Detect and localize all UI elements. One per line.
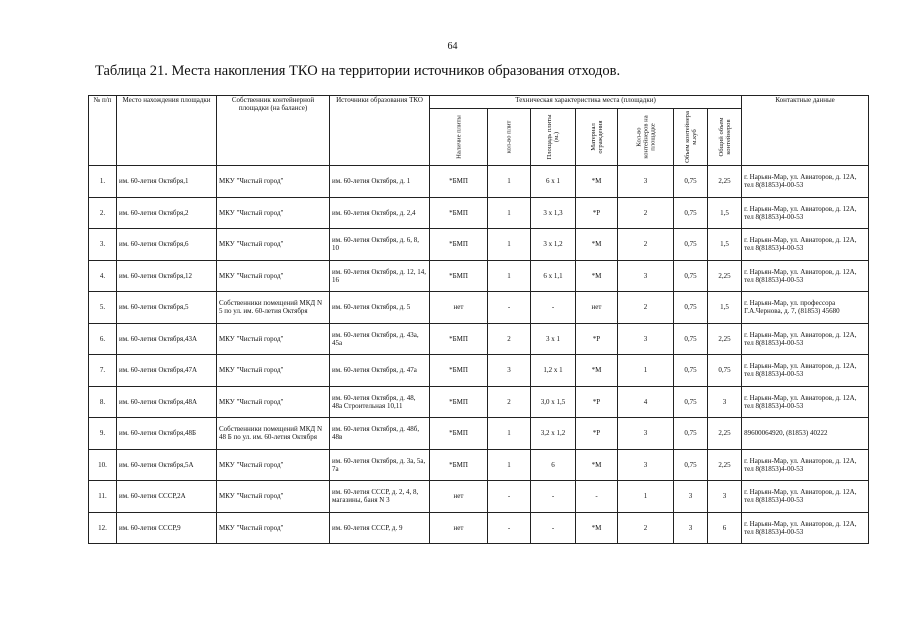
fence-cell: - (576, 481, 618, 513)
slab-count-cell: - (488, 292, 531, 324)
containers-cell: 2 (618, 292, 674, 324)
fence-cell: нет (576, 292, 618, 324)
slab-cell: *БМП (430, 449, 488, 481)
location-cell: им. 60-летия СССР,2А (117, 481, 217, 513)
sources-cell: им. 60-летия Октября, д. 47а (330, 355, 430, 387)
header-num: № п/п (89, 96, 117, 166)
table-row (89, 166, 869, 198)
slab-count-cell: - (488, 481, 531, 513)
fence-cell: *Р (576, 323, 618, 355)
total-volume-cell: 6 (708, 512, 742, 544)
containers-cell: 3 (618, 418, 674, 450)
location-cell: им. 60-летия Октября,48Б (117, 418, 217, 450)
containers-cell: 1 (618, 355, 674, 387)
row-number: 5. (89, 292, 117, 324)
area-cell: - (531, 292, 576, 324)
subheader-volume: Объем контейнера м.куб (674, 109, 708, 166)
contact-cell: г. Нарьян-Мар, ул. Авиаторов, д. 12А, тел 8(81853)4-00-53 (742, 197, 869, 229)
owner-cell: МКУ "Чистый город" (217, 260, 330, 292)
volume-cell: 0,75 (674, 260, 708, 292)
slab-cell: *БМП (430, 260, 488, 292)
owner-cell: МКУ "Чистый город" (217, 512, 330, 544)
fence-cell: *Р (576, 386, 618, 418)
total-volume-cell: 1,5 (708, 292, 742, 324)
owner-cell: Собственники помещений МКД N 5 по ул. им. 60-летия Октября (217, 292, 330, 324)
location-cell: им. 60-летия Октября,47А (117, 355, 217, 387)
header-sources: Источники образования ТКО (330, 96, 430, 166)
table-row (89, 449, 869, 481)
location-cell: им. 60-летия Октября,12 (117, 260, 217, 292)
slab-cell: *БМП (430, 355, 488, 387)
slab-count-cell: 2 (488, 323, 531, 355)
volume-cell: 0,75 (674, 449, 708, 481)
volume-cell: 0,75 (674, 197, 708, 229)
volume-cell: 0,75 (674, 166, 708, 198)
sources-cell: им. 60-летия Октября, д. 1 (330, 166, 430, 198)
row-number: 4. (89, 260, 117, 292)
row-number: 2. (89, 197, 117, 229)
fence-cell: *М (576, 260, 618, 292)
sources-cell: им. 60-летия Октября, д. 6, 8, 10 (330, 229, 430, 261)
fence-cell: *Р (576, 197, 618, 229)
sources-cell: им. 60-летия Октября, д. 12, 14, 16 (330, 260, 430, 292)
fence-cell: *М (576, 512, 618, 544)
total-volume-cell: 2,25 (708, 260, 742, 292)
area-cell: - (531, 481, 576, 513)
containers-cell: 3 (618, 166, 674, 198)
area-cell: - (531, 512, 576, 544)
location-cell: им. 60-летия Октября,5А (117, 449, 217, 481)
total-volume-cell: 2,25 (708, 323, 742, 355)
total-volume-cell: 1,5 (708, 229, 742, 261)
header-tech: Техническая характеристика места (площадки) (430, 96, 742, 109)
page-number: 64 (447, 41, 458, 52)
owner-cell: МКУ "Чистый город" (217, 355, 330, 387)
slab-cell: нет (430, 512, 488, 544)
header-location: Место нахождения площадки (117, 96, 217, 166)
slab-cell: *БМП (430, 386, 488, 418)
tko-table (88, 95, 869, 544)
row-number: 8. (89, 386, 117, 418)
table-row (89, 355, 869, 387)
owner-cell: МКУ "Чистый город" (217, 166, 330, 198)
table-row (89, 512, 869, 544)
location-cell: им. 60-летия Октября,5 (117, 292, 217, 324)
table-row (89, 292, 869, 324)
header-contacts: Контактные данные (742, 96, 869, 166)
subheader-total: Общий объем контейнеров (708, 109, 742, 166)
total-volume-cell: 3 (708, 481, 742, 513)
containers-cell: 1 (618, 481, 674, 513)
contact-cell: г. Нарьян-Мар, ул. Авиаторов, д. 12А, тел 8(81853)4-00-53 (742, 166, 869, 198)
area-cell: 3 x 1,2 (531, 229, 576, 261)
area-cell: 6 (531, 449, 576, 481)
subheader-area: Площадь плиты (м.) (531, 109, 576, 166)
volume-cell: 0,75 (674, 229, 708, 261)
containers-cell: 3 (618, 260, 674, 292)
volume-cell: 3 (674, 481, 708, 513)
slab-count-cell: 1 (488, 260, 531, 292)
volume-cell: 0,75 (674, 386, 708, 418)
slab-count-cell: 1 (488, 229, 531, 261)
sources-cell: им. 60-летия Октября, д. 48б, 48в (330, 418, 430, 450)
row-number: 6. (89, 323, 117, 355)
row-number: 7. (89, 355, 117, 387)
total-volume-cell: 0,75 (708, 355, 742, 387)
area-cell: 3,0 x 1,5 (531, 386, 576, 418)
header-owner: Собственник контейнерной площадки (на балансе) (217, 96, 330, 166)
slab-count-cell: 1 (488, 449, 531, 481)
contact-cell: г. Нарьян-Мар, ул. Авиаторов, д. 12А, тел 8(81853)4-00-53 (742, 355, 869, 387)
containers-cell: 2 (618, 512, 674, 544)
contact-cell: г. Нарьян-Мар, ул. Авиаторов, д. 12А, тел 8(81853)4-00-53 (742, 449, 869, 481)
location-cell: им. 60-летия Октября,43А (117, 323, 217, 355)
location-cell: им. 60-летия Октября,1 (117, 166, 217, 198)
total-volume-cell: 2,25 (708, 166, 742, 198)
row-number: 3. (89, 229, 117, 261)
row-number: 10. (89, 449, 117, 481)
volume-cell: 0,75 (674, 418, 708, 450)
table-body (89, 166, 869, 544)
table-title: Таблица 21. Места накопления ТКО на территории источников образования отходов. (95, 63, 621, 79)
slab-cell: нет (430, 292, 488, 324)
area-cell: 3 x 1,3 (531, 197, 576, 229)
contact-cell: г. Нарьян-Мар, ул. Авиаторов, д. 12А, тел 8(81853)4-00-53 (742, 512, 869, 544)
contact-cell: г. Нарьян-Мар, ул. профессора Г.А.Чернова, д. 7, (81853) 45680 (742, 292, 869, 324)
total-volume-cell: 3 (708, 386, 742, 418)
row-number: 1. (89, 166, 117, 198)
location-cell: им. 60-летия Октября,6 (117, 229, 217, 261)
table-row (89, 418, 869, 450)
containers-cell: 2 (618, 229, 674, 261)
slab-count-cell: 1 (488, 197, 531, 229)
contact-cell: г. Нарьян-Мар, ул. Авиаторов, д. 12А, тел 8(81853)4-00-53 (742, 481, 869, 513)
containers-cell: 4 (618, 386, 674, 418)
location-cell: им. 60-летия СССР,9 (117, 512, 217, 544)
slab-cell: *БМП (430, 166, 488, 198)
area-cell: 3,2 x 1,2 (531, 418, 576, 450)
sources-cell: им. 60-летия Октября, д. 48, 48а Строительная 10,11 (330, 386, 430, 418)
row-number: 11. (89, 481, 117, 513)
owner-cell: МКУ "Чистый город" (217, 386, 330, 418)
table-row (89, 481, 869, 513)
table-row (89, 197, 869, 229)
slab-count-cell: - (488, 512, 531, 544)
owner-cell: МКУ "Чистый город" (217, 481, 330, 513)
containers-cell: 3 (618, 323, 674, 355)
slab-cell: *БМП (430, 197, 488, 229)
fence-cell: *Р (576, 418, 618, 450)
sources-cell: им. 60-летия Октября, д. 5 (330, 292, 430, 324)
owner-cell: МКУ "Чистый город" (217, 229, 330, 261)
contact-cell: 89600064920, (81853) 40222 (742, 418, 869, 450)
area-cell: 6 x 1 (531, 166, 576, 198)
subheader-fence: Материал ограждения (576, 109, 618, 166)
sources-cell: им. 60-летия Октября, д. 3а, 5а, 7а (330, 449, 430, 481)
slab-count-cell: 1 (488, 166, 531, 198)
contact-cell: г. Нарьян-Мар, ул. Авиаторов, д. 12А, тел 8(81853)4-00-53 (742, 386, 869, 418)
fence-cell: *М (576, 166, 618, 198)
area-cell: 1,2 x 1 (531, 355, 576, 387)
volume-cell: 0,75 (674, 292, 708, 324)
contact-cell: г. Нарьян-Мар, ул. Авиаторов, д. 12А, тел 8(81853)4-00-53 (742, 260, 869, 292)
slab-cell: *БМП (430, 229, 488, 261)
location-cell: им. 60-летия Октября,2 (117, 197, 217, 229)
sources-cell: им. 60-летия Октября, д. 43а, 45а (330, 323, 430, 355)
table-row (89, 386, 869, 418)
table-row (89, 229, 869, 261)
location-cell: им. 60-летия Октября,48А (117, 386, 217, 418)
fence-cell: *М (576, 355, 618, 387)
area-cell: 3 x 1 (531, 323, 576, 355)
total-volume-cell: 1,5 (708, 197, 742, 229)
slab-cell: *БМП (430, 323, 488, 355)
slab-cell: *БМП (430, 418, 488, 450)
contact-cell: г. Нарьян-Мар, ул. Авиаторов, д. 12А, тел 8(81853)4-00-53 (742, 323, 869, 355)
volume-cell: 0,75 (674, 323, 708, 355)
slab-cell: нет (430, 481, 488, 513)
subheader-containers: Кол-во контейнеров на площадке (618, 109, 674, 166)
owner-cell: МКУ "Чистый город" (217, 197, 330, 229)
containers-cell: 2 (618, 197, 674, 229)
volume-cell: 3 (674, 512, 708, 544)
containers-cell: 3 (618, 449, 674, 481)
fence-cell: *М (576, 229, 618, 261)
sources-cell: им. 60-летия Октября, д. 2,4 (330, 197, 430, 229)
fence-cell: *М (576, 449, 618, 481)
table-row (89, 260, 869, 292)
owner-cell: Собственники помещений МКД N 48 Б по ул. им. 60-летия Октября (217, 418, 330, 450)
contact-cell: г. Нарьян-Мар, ул. Авиаторов, д. 12А, тел 8(81853)4-00-53 (742, 229, 869, 261)
owner-cell: МКУ "Чистый город" (217, 323, 330, 355)
owner-cell: МКУ "Чистый город" (217, 449, 330, 481)
subheader-slab-count: кол-во плит (488, 109, 531, 166)
total-volume-cell: 2,25 (708, 449, 742, 481)
area-cell: 6 x 1,1 (531, 260, 576, 292)
slab-count-cell: 2 (488, 386, 531, 418)
row-number: 9. (89, 418, 117, 450)
row-number: 12. (89, 512, 117, 544)
sources-cell: им. 60-летия СССР, д. 9 (330, 512, 430, 544)
table-row (89, 323, 869, 355)
sources-cell: им. 60-летия СССР, д. 2, 4, 8, магазины, баня N 3 (330, 481, 430, 513)
slab-count-cell: 1 (488, 418, 531, 450)
total-volume-cell: 2,25 (708, 418, 742, 450)
volume-cell: 0,75 (674, 355, 708, 387)
subheader-slab: Наличие плиты (430, 109, 488, 166)
slab-count-cell: 3 (488, 355, 531, 387)
